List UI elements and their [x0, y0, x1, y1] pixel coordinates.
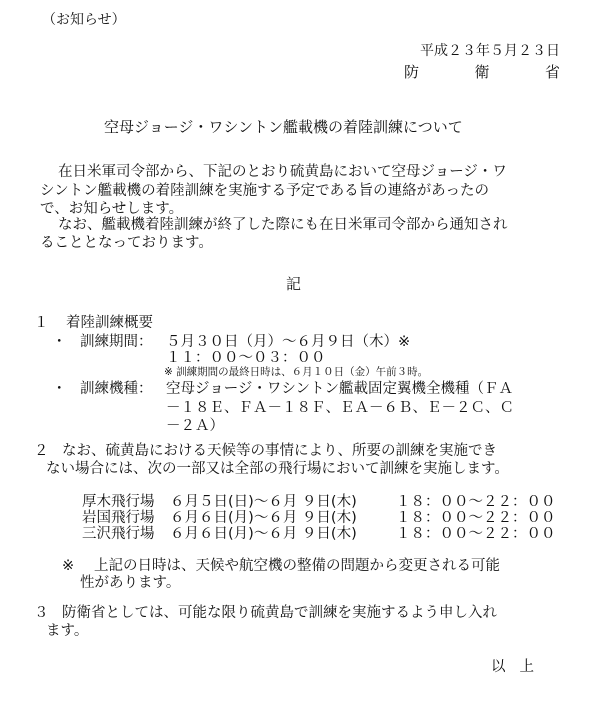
- airfield-name: 三沢飛行場: [82, 526, 155, 542]
- organization-char: 衛: [474, 63, 490, 81]
- section-2-line: なお、硫黄島における天候等の事情により、所要の訓練を実施でき: [62, 443, 497, 459]
- closing-mark: 以上: [491, 659, 548, 675]
- note-line: 上記の日時は、天候や航空機の整備の問題から変更される可能: [94, 558, 500, 574]
- aircraft-type-line: －１８Ｅ、ＦＡ－１８Ｆ、ＥＡ－６Ｂ、Ｅ－２Ｃ、Ｃ: [166, 400, 514, 416]
- issuing-organization: [404, 61, 560, 79]
- training-period-label: 訓練期間：: [80, 334, 153, 350]
- section-3-number: ３: [34, 605, 49, 621]
- bullet: ・: [52, 334, 67, 350]
- training-period-value: ５月３０日（月）～６月９日（木）※: [166, 334, 411, 350]
- section-2-line: ない場合には、次の一部又は全部の飛行場において訓練を実施します。: [46, 461, 509, 477]
- section-2-number: ２: [34, 443, 49, 459]
- note-line: 性があります。: [80, 575, 181, 591]
- airfield-dates: ６月５日(日)～６月 ９日(木): [170, 494, 357, 510]
- intro-paragraph-line: で、お知らせします。: [40, 201, 184, 217]
- organization-char: 省: [544, 63, 560, 81]
- notice-label: （お知らせ）: [42, 12, 126, 28]
- section-1-heading: 着陸訓練概要: [66, 315, 153, 331]
- intro-paragraph-line: なお、艦載機着陸訓練が終了した際にも在日米軍司令部から通知され: [58, 217, 508, 233]
- airfield-time: １８：００～２２：００: [396, 526, 556, 542]
- airfield-name: 岩国飛行場: [82, 510, 155, 526]
- airfield-time: １８：００～２２：００: [396, 510, 556, 526]
- airfield-name: 厚木飛行場: [82, 494, 155, 510]
- aircraft-type-line: 空母ジョージ・ワシントン艦載固定翼機全機種（ＦＡ: [166, 381, 514, 397]
- section-3-line: ます。: [46, 623, 89, 639]
- aircraft-type-label: 訓練機種：: [80, 381, 153, 397]
- section-1-number: １: [34, 315, 49, 331]
- intro-paragraph-line: シントン艦載機の着陸訓練を実施する予定である旨の連絡があったの: [40, 183, 489, 199]
- ki-heading: 記: [286, 275, 302, 293]
- bullet: ・: [52, 381, 67, 397]
- section-3-line: 防衛省としては、可能な限り硫黄島で訓練を実施するよう申し入れ: [62, 605, 497, 621]
- intro-paragraph-line: ることとなっております。: [40, 235, 213, 251]
- organization-char: 防: [404, 63, 420, 81]
- note-mark: ※: [62, 558, 75, 574]
- document-title: 空母ジョージ・ワシントン艦載機の着陸訓練について: [104, 118, 463, 136]
- aircraft-type-line: －２Ａ）: [166, 418, 224, 434]
- airfield-time: １８：００～２２：００: [396, 494, 556, 510]
- document-date: 平成２３年５月２３日: [420, 43, 560, 59]
- intro-paragraph-line: 在日米軍司令部から、下記のとおり硫黄島において空母ジョージ・ワ: [58, 164, 507, 180]
- training-period-time: １１：００～０３：００: [166, 350, 326, 366]
- training-period-note: ※ 訓練期間の最終日時は、６月１０日（金）午前３時。: [164, 366, 429, 378]
- airfield-dates: ６月６日(月)～６月 ９日(木): [170, 510, 357, 526]
- airfield-dates: ６月６日(月)～６月 ９日(木): [170, 526, 357, 542]
